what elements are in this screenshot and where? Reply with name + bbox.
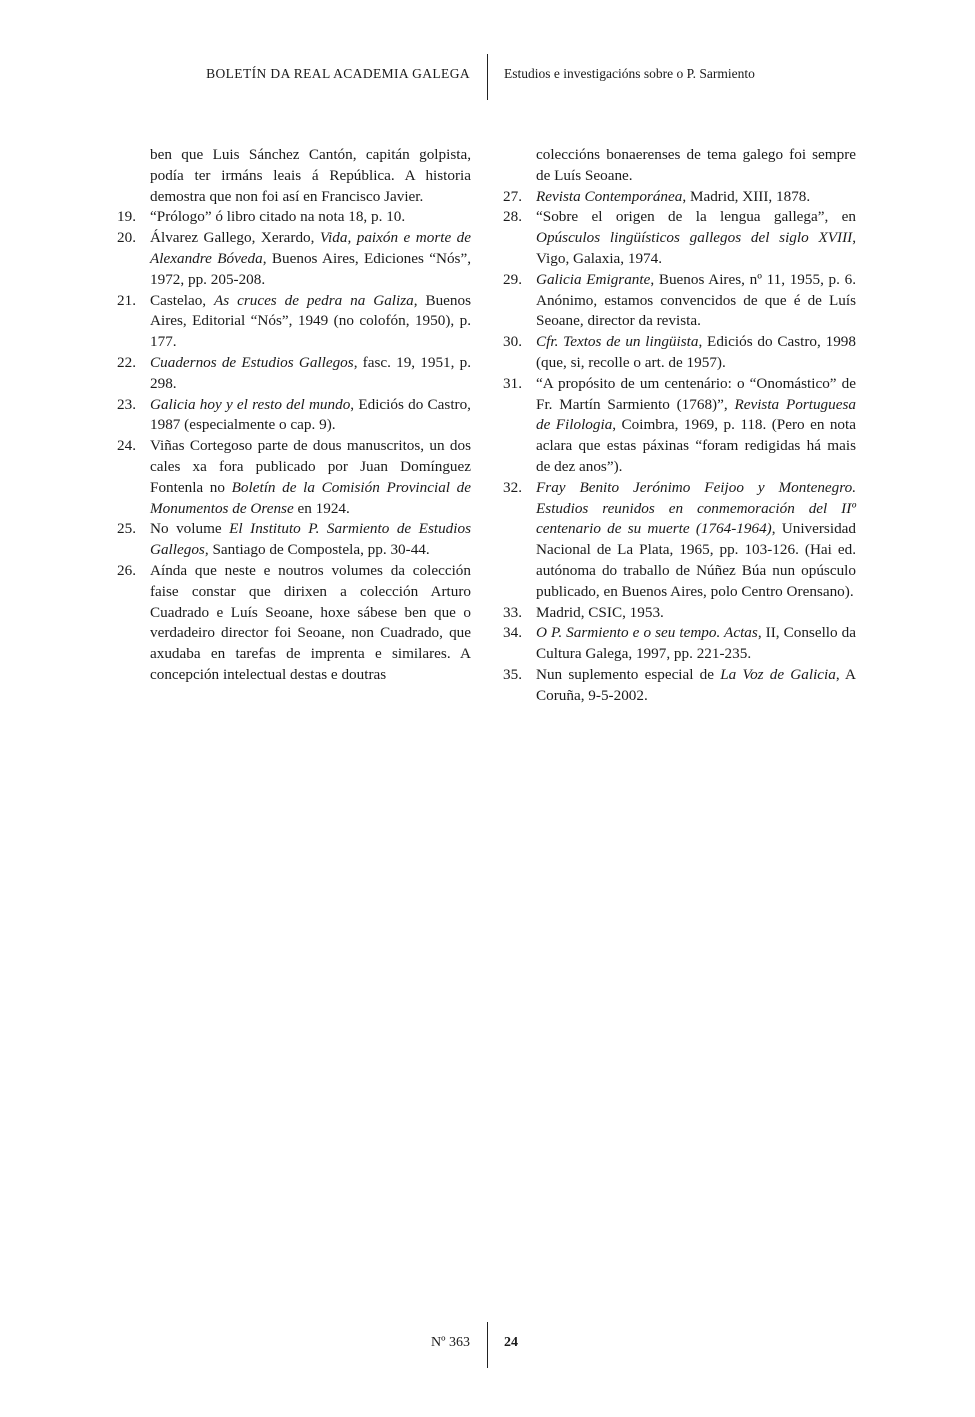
footnote-text-run: Aínda que neste e noutros volumes da colección faise constar que dirixen a colección Arturo Cuadrado e Luís Seoane, hoxe sábese ben que o verdadeiro director foi Seoane, non Cuadrado, que axudaba en tarefas de imprenta e similares. A concepción intelectual destas e doutras [150,561,471,683]
footnote-text-run: , Vigo, Galaxia, 1974. [536,229,856,267]
footnote-number: 19. [117,208,136,226]
footnote-number: 33. [503,603,522,621]
footnote-title-italic: As cruces de pedra na Galiza [214,291,414,309]
footnote-title-italic: Boletín de la Comisión Provincial de Monumentos de Orense [150,478,471,517]
note-continuation: coleccións bonaerenses de tema galego foi sempre de Luís Seoane. [536,146,856,184]
footnote-text [150,353,471,395]
footnote-text-run: Madrid, CSIC, 1953. [536,603,664,621]
left-column [117,145,471,686]
footnote [117,436,471,519]
note-continuation: ben que Luis Sánchez Cantón, capitán golpista, podía ter irmáns leais á República. A historia demostra que non foi así en Francisco Javier. [150,146,471,205]
footnote-number: 23. [117,395,136,413]
footnote-title-italic: Galicia hoy y el resto del mundo [150,395,351,413]
footnote-text [536,207,856,269]
footnote-number: 24. [117,437,136,455]
footnote [117,353,471,395]
footnote-text-run: Viñas Cortegoso parte de dous manuscritos, un dos cales xa fora publicado por Juan Domínguez Fontenla no [150,437,471,496]
footnote-text-run: Álvarez Gallego, Xerardo, [150,229,320,247]
footnote-text-run: , Ediciós do Castro, 1987 (especialmente o cap. 9). [150,395,471,434]
footnote-text-run: , fasc. 19, 1951, p. 298. [150,353,472,392]
footnote-title-italic: Opúsculos lingüísticos gallegos del siglo XVIII [536,229,853,247]
footnote-title-italic: Galicia Emigrante [536,270,651,288]
footnote [117,228,471,290]
footnote-text-run: , Ediciós do Castro, 1998 (que, si, recolle o art. de 1957). [536,333,856,371]
page-footer [0,1322,975,1368]
left-notes-list [117,207,471,685]
footnote [503,603,856,624]
footnote-title-italic: Cuadernos de Estudios Gallegos [150,353,354,371]
footnote [503,478,856,603]
footnote-number: 28. [503,208,522,226]
footnote-number: 25. [117,520,136,538]
footnote-text [536,623,856,665]
footnote [503,623,856,665]
footnote-text-run: “Prólogo” ó libro citado na nota 18, p. 10. [150,208,406,226]
footnote-text [536,187,856,208]
footnote-text-run: , II, Consello da Cultura Galega, 1997, pp. 221-235. [536,624,856,663]
header-divider [487,54,488,100]
footnote-text [536,665,856,707]
right-notes-list [503,187,856,707]
footer-divider [487,1322,488,1368]
footnote-text-run: Nun suplemento especial de [536,665,721,683]
running-header [0,54,975,100]
footnote-text-run: Castelao, [150,291,214,309]
section-title: Estudios e investigacións sobre o P. Sarmiento [504,66,755,81]
footnote-text-run: “A propósito de um centenário: o “Onomástico” de Fr. Martín Sarmiento (1768)”, [536,374,856,413]
footnote-text-run: , Buenos Aires, Editorial “Nós”, 1949 (no colofón, 1950), p. 177. [150,291,472,351]
footnote-number: 31. [503,374,522,392]
footnote-number: 21. [117,291,136,309]
footnote-text [536,374,856,478]
footnote-text-run: en 1924. [293,499,350,517]
footnote-number: 29. [503,270,522,288]
footnote-number: 22. [117,353,136,371]
footnote-text-run: , Coimbra, 1969, p. 118. (Pero en nota aclara que estas páxinas “foram redigidas há mais de dez anos”). [536,416,856,475]
footnote-number: 20. [117,229,136,247]
footnote-text [536,478,856,603]
footnote [117,519,471,561]
footnote-text-run: No volume [150,520,230,538]
footnote-title-italic: Fray Benito Jerónimo Feijoo y Montenegro. Estudios reunidos en conmemoración del IIº centenario de su muerte (1764-1964) [536,478,856,538]
journal-title: BOLETÍN DA REAL ACADEMIA GALEGA [206,66,470,81]
footnote [503,270,856,332]
footnote-text [150,207,471,228]
footnote-text [536,270,856,332]
footnote-number: 35. [503,665,522,683]
footnote-text [536,603,856,624]
footnote-text-run: , Universidad Nacional de La Plata, 1965, pp. 103-126. (Hai ed. autónoma do traballo de Núñez Búa nun opúsculo publicado, en Buenos Aires, polo Centro Orensano). [536,520,856,600]
issue-number: Nº 363 [431,1335,470,1350]
footnote [503,207,856,269]
footnote-text-run: , Santiago de Compostela, pp. 30-44. [204,541,430,559]
footnote-text-run: , Buenos Aires, nº 11, 1955, p. 6. Anónimo, estamos convencidos de que é de Luís Seoane, director da revista. [536,270,857,330]
footnote-text [150,561,471,686]
footnote-text [150,291,471,353]
page-number: 24 [504,1335,518,1350]
footnote [503,665,856,707]
footnote-text-run: “Sobre el origen de la lengua gallega”, en [536,208,856,226]
footnote [117,291,471,353]
footnote-text [150,395,471,437]
footnote-title-italic: Vida, paixón e morte de Alexandre Bóveda [150,229,471,267]
footnote-title-italic: O P. Sarmiento e o seu tempo. Actas [536,624,758,642]
footnote-number: 30. [503,333,522,351]
footnote [117,395,471,437]
footnote-number: 27. [503,187,522,205]
footnote [503,187,856,208]
footnote-title-italic: Revista Contemporánea [536,187,683,205]
footnote-text-run: , Buenos Aires, Ediciones “Nós”, 1972, pp. 205-208. [150,249,472,288]
footnote [117,561,471,686]
footnote-text [150,519,471,561]
footnote-text-run: , Madrid, XIII, 1878. [682,187,811,205]
footnote-number: 26. [117,561,136,579]
footnote-title-italic: Revista Portuguesa de Filologia [536,395,856,434]
footnote-title-italic: El Instituto P. Sarmiento de Estudios Gallegos [150,520,471,559]
footnote-title-italic: Cfr. Textos de un lingüista [536,333,699,351]
footnote [503,332,856,374]
footnote-text [536,332,856,374]
footnote-title-italic: La Voz de Galicia [720,665,836,683]
right-column [503,145,856,707]
footnote [117,207,471,228]
footnote-text-run: , A Coruña, 9-5-2002. [536,665,857,704]
footnote-text [150,228,471,290]
footnote-text [150,436,471,519]
footnote-number: 34. [503,624,522,642]
footnote [503,374,856,478]
footnote-number: 32. [503,478,522,496]
